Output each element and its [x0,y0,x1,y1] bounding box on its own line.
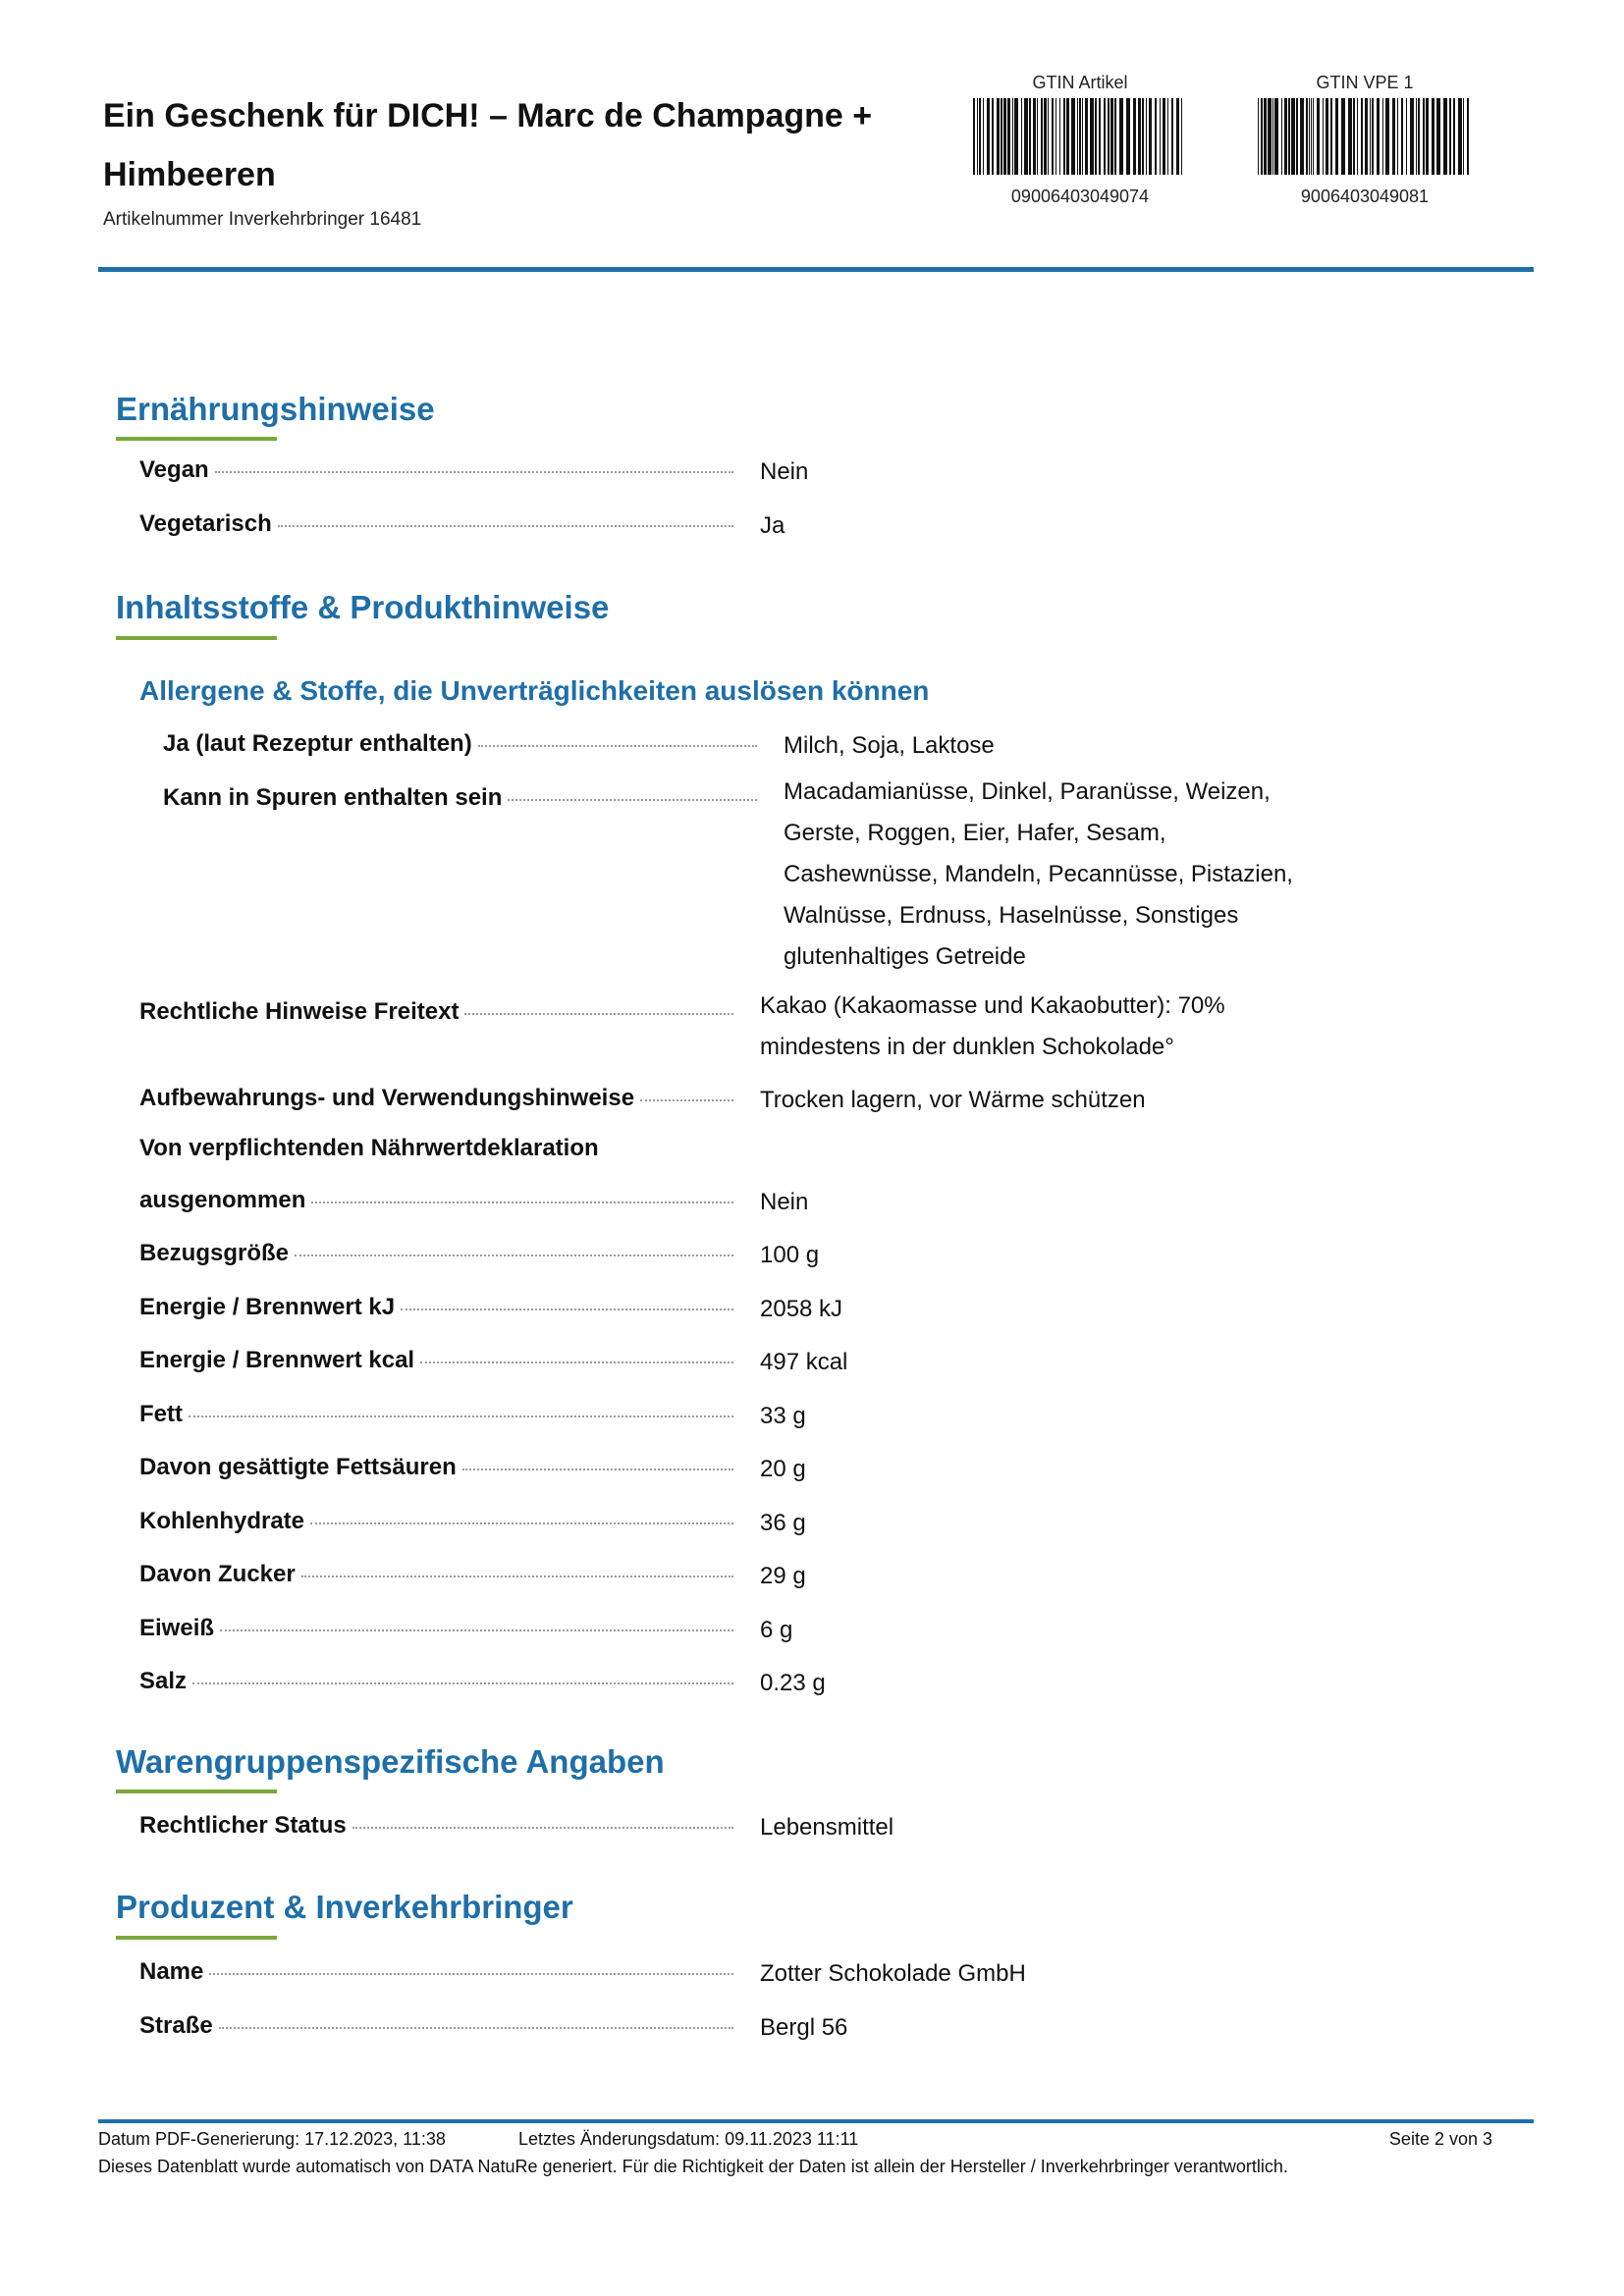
footer-divider [98,2119,1534,2123]
row-value [784,772,1293,978]
value-line: Gerste, Roggen, Eier, Hafer, Sesam, [784,820,1166,846]
row-label: Energie / Brennwert kcal [139,1346,733,1375]
barcode-gtin-vpe [1252,71,1478,208]
row-value: 0.23 g [760,1670,826,1696]
row-value: Nein [760,458,809,485]
row-label: Bezugsgröße [139,1239,733,1268]
row-label: Rechtliche Hinweise Freitext [139,997,733,1027]
section-title-product-group: Warengruppenspezifische Angaben [116,1743,665,1780]
row-label: Ja (laut Rezeptur enthalten) [163,729,757,759]
row-value: 6 g [760,1617,793,1643]
row-value: 33 g [760,1403,806,1429]
row-value: Ja [760,512,785,539]
row-label: Fett [139,1400,733,1429]
value-line: Cashewnüsse, Mandeln, Pecannüsse, Pistazien, [784,861,1293,887]
row-label: Vegan [139,455,733,485]
row-label: ausgenommen [139,1186,733,1215]
row-value: 36 g [760,1510,806,1536]
row-value: Trocken lagern, vor Wärme schützen [760,1087,1146,1113]
row-label: Kann in Spuren enthalten sein [163,783,757,813]
section-underline [116,636,277,640]
row-value: 2058 kJ [760,1296,843,1322]
row-label: Davon Zucker [139,1560,733,1589]
barcode-label: GTIN VPE 1 [1316,73,1414,92]
barcode-graphic [971,98,1189,175]
footer-disclaimer: Dieses Datenblatt wurde automatisch von DATA NatuRe generiert. Für die Richtigkeit der Daten ist allein der Hersteller / Inverkehrbringer verantwortlich. [98,2157,1288,2176]
section-title-nutrition: Ernährungshinweise [116,391,435,427]
row-label: Salz [139,1667,733,1696]
row-label: Aufbewahrungs- und Verwendungshinweise [139,1084,733,1113]
barcode-graphic [1256,98,1474,175]
section-underline [116,1936,277,1940]
value-line: mindestens in der dunklen Schokolade° [760,1034,1174,1060]
row-value: Nein [760,1189,809,1215]
barcode-number: 09006403049074 [1010,187,1150,206]
row-value: 497 kcal [760,1349,848,1375]
row-value: Lebensmittel [760,1814,894,1841]
header-divider [98,267,1534,272]
product-title: Ein Geschenk für DICH! – Marc de Champagne + Himbeeren [103,97,873,193]
value-line: Macadamianüsse, Dinkel, Paranüsse, Weizen, [784,778,1271,805]
row-value: 20 g [760,1456,806,1482]
article-number: Artikelnummer Inverkehrbringer 16481 [103,209,422,230]
row-label: Eiweiß [139,1614,733,1643]
footer-page-number: Seite 2 von 3 [1388,2129,1492,2149]
row-exempt-label-line1: Von verpflichtenden Nährwertdeklaration [139,1135,599,1161]
section-underline [116,1789,277,1793]
section-title-producer: Produzent & Inverkehrbringer [116,1889,573,1925]
value-line: Walnüsse, Erdnuss, Haselnüsse, Sonstiges [784,902,1239,929]
section-title-ingredients: Inhaltsstoffe & Produkthinweise [116,589,610,625]
row-label: Name [139,1957,733,1987]
barcode-gtin-article [967,71,1193,208]
value-line: glutenhaltiges Getreide [784,943,1026,970]
row-label: Kohlenhydrate [139,1507,733,1536]
row-label: Vegetarisch [139,509,733,539]
row-value [760,986,1225,1068]
row-label: Energie / Brennwert kJ [139,1293,733,1322]
footer-pdf-date: Datum PDF-Generierung: 17.12.2023, 11:38 [98,2129,446,2149]
row-value: Bergl 56 [760,2014,848,2041]
section-underline [116,437,277,441]
barcode-number: 9006403049081 [1300,187,1430,206]
allergens-subtitle: Allergene & Stoffe, die Unverträglichkeiten auslösen können [139,675,930,706]
row-label: Straße [139,2011,733,2041]
barcode-label: GTIN Artikel [1032,73,1128,92]
value-line: Kakao (Kakaomasse und Kakaobutter): 70% [760,992,1225,1019]
row-label: Davon gesättigte Fettsäuren [139,1453,733,1482]
row-value: Zotter Schokolade GmbH [760,1960,1026,1987]
row-value: 100 g [760,1242,820,1268]
row-value: Milch, Soja, Laktose [784,732,995,759]
row-label: Rechtlicher Status [139,1811,733,1841]
row-value: 29 g [760,1563,806,1589]
footer-change-date: Letztes Änderungsdatum: 09.11.2023 11:11 [518,2129,859,2149]
